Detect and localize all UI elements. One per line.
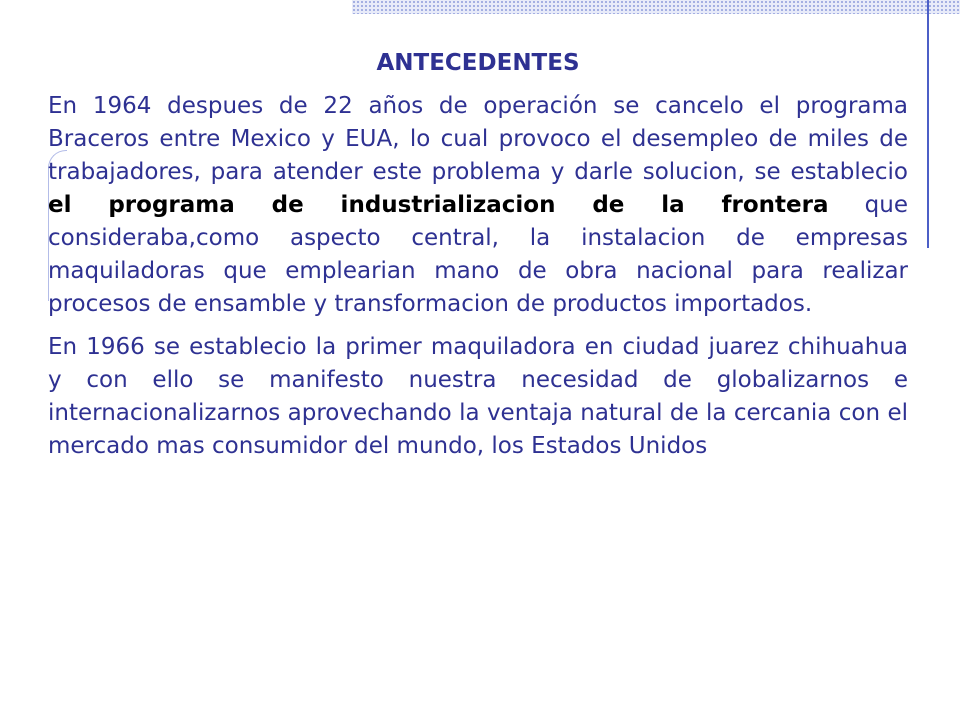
dotted-header-band [352, 0, 960, 14]
paragraph-1 [48, 90, 908, 321]
paragraph-2: En 1966 se establecio la primer maquiladora en ciudad juarez chihuahua y con ello se manifesto nuestra necesidad de globalizarnos e internacionalizarnos aprovechando la ventaja natural de la cercania con el mercado mas consumidor del mundo, los Estados Unidos [48, 334, 908, 459]
slide-title: ANTECEDENTES [376, 50, 580, 76]
paragraph-1-text-before: En 1964 despues de 22 años de operación se cancelo el programa Braceros entre Mexico y EUA, lo cual provoco el desempleo de miles de trabajadores, para atender este problema y darle solucion, se establecio [48, 93, 908, 185]
paragraph-1-highlight: el programa de industrializacion de la frontera [48, 192, 829, 218]
right-accent-line [927, 0, 929, 248]
slide-content [48, 48, 908, 463]
paragraph-1-text-after: que consideraba,como aspecto central, la instalacion de empresas maquiladoras que emplearian mano de obra nacional para realizar procesos de ensamble y transformacion de productos importados. [48, 192, 908, 317]
